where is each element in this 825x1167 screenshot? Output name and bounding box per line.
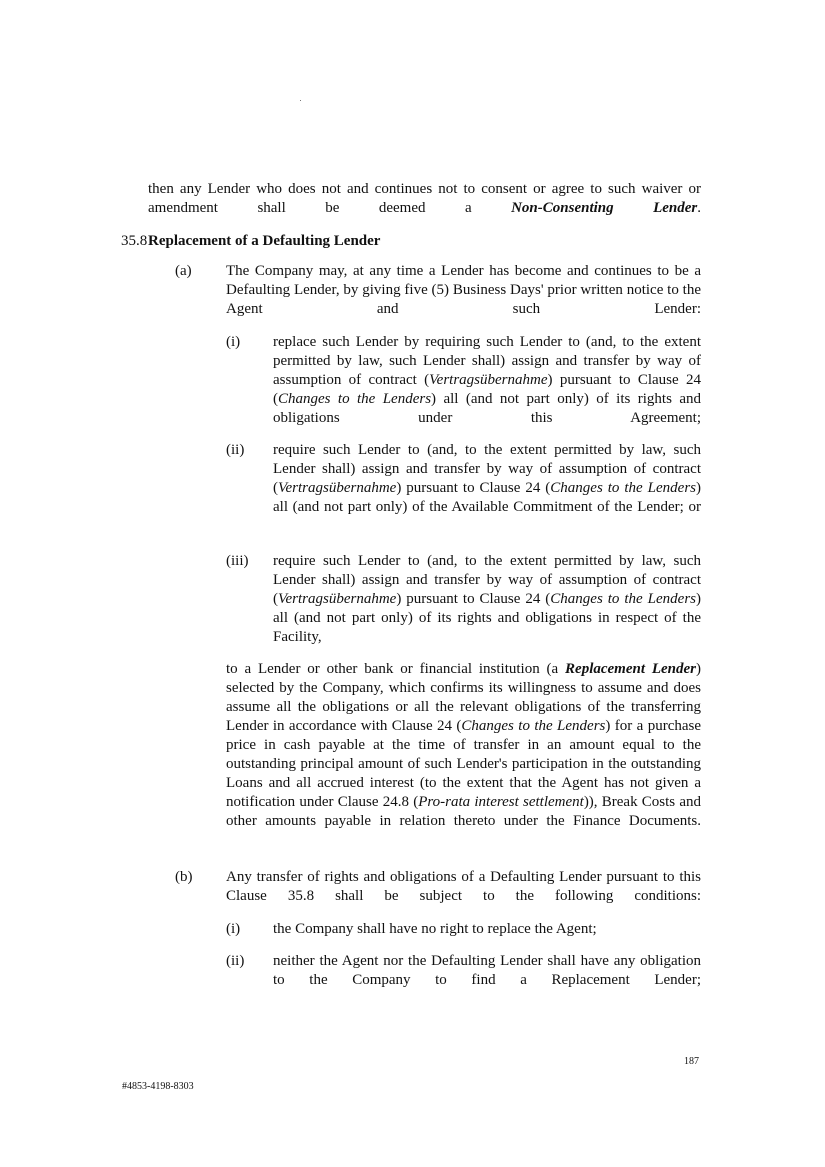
- a-iii-label: (iii): [226, 553, 249, 569]
- b-ii-text: neither the Agent nor the Defaulting Lender shall have any obligation to the Company to find a Replacement Lender;: [273, 953, 701, 988]
- para-b-label: (b): [175, 869, 193, 885]
- tail-text-3: ) for a purchase price in cash payable at the time of transfer in an amount equal to the outstanding principal amount of such Lender's participation in the outstanding Loans and all accrued interest (to the extent that the Agent has not given a notification under Clause 24.8 (: [226, 718, 701, 810]
- intro-text-end: .: [697, 200, 701, 216]
- replacement-lender-paragraph: [226, 660, 701, 850]
- para-a-text: The Company may, at any time a Lender has become and continues to be a Defaulting Lender, by giving five (5) Business Days' prior written notice to the Agent and such Lender:: [226, 263, 701, 317]
- a-iii-text: [273, 552, 701, 666]
- document-id: #4853-4198-8303: [122, 1081, 194, 1092]
- para-a-label: (a): [175, 263, 192, 279]
- a-ii-label: (ii): [226, 442, 245, 458]
- clause-heading: Replacement of a Defaulting Lender: [148, 233, 381, 249]
- a-i-text-2: ) pursuant to Clause 24 (: [273, 372, 701, 407]
- tail-italic-2: Pro-rata interest settlement: [418, 794, 584, 810]
- intro-text: then any Lender who does not and continues not to consent or agree to such waiver or amendment shall be deemed a: [148, 181, 701, 216]
- intro-paragraph: [148, 180, 701, 237]
- a-ii-text-3: ) all (and not part only) of the Available Commitment of the Lender; or: [273, 480, 702, 515]
- a-i-text-3: ) all (and not part only) of its rights and obligations under this Agreement;: [273, 391, 701, 426]
- a-ii-italic-2: Changes to the Lenders: [550, 480, 697, 496]
- a-i-text: [273, 333, 701, 447]
- a-i-italic-1: Vertragsübernahme: [429, 372, 548, 388]
- tail-italic-1: Changes to the Lenders: [461, 718, 606, 734]
- a-iii-italic-2: Changes to the Lenders: [550, 591, 697, 607]
- tail-text-1: to a Lender or other bank or financial institution (a: [226, 661, 566, 677]
- tail-text-4: )), Break Costs and other amounts payable in relation thereto under the Finance Documents.: [226, 794, 701, 829]
- a-ii-text-2: ) pursuant to Clause 24 (: [396, 480, 551, 496]
- para-b-text: Any transfer of rights and obligations of a Defaulting Lender pursuant to this Clause 35.8 shall be subject to the following conditions:: [226, 869, 701, 904]
- a-i-italic-2: Changes to the Lenders: [278, 391, 432, 407]
- page-number: 187: [684, 1056, 699, 1067]
- a-i-label: (i): [226, 334, 241, 350]
- a-ii-text-1: require such Lender to (and, to the extent permitted by law, such Lender shall) assign and transfer by way of assumption of contract (: [273, 442, 701, 496]
- a-ii-text: [273, 441, 701, 536]
- defined-term-replacement-lender: Replacement Lender: [565, 661, 696, 677]
- a-iii-text-1: require such Lender to (and, to the extent permitted by law, such Lender shall) assign and transfer by way of assumption of contract (: [273, 553, 701, 607]
- clause-number: 35.8: [121, 233, 148, 249]
- b-i-label: (i): [226, 921, 241, 937]
- tail-text-2: ) selected by the Company, which confirms its willingness to assume and does assume all the obligations or all the relevant obligations of the transferring Lender in accordance with Clause 24 (: [226, 661, 701, 734]
- b-ii-label: (ii): [226, 953, 245, 969]
- b-i-text: the Company shall have no right to replace the Agent;: [273, 921, 597, 937]
- a-iii-text-3: ) all (and not part only) of its rights and obligations in respect of the Facility,: [273, 591, 702, 645]
- defined-term-non-consenting-lender: Non-Consenting Lender: [511, 200, 698, 216]
- a-i-text-1: replace such Lender by requiring such Lender to (and, to the extent permitted by law, such Lender shall) assign and transfer by way of assumption of contract (: [273, 334, 701, 388]
- a-ii-italic-1: Vertragsübernahme: [278, 480, 397, 496]
- a-iii-text-2: ) pursuant to Clause 24 (: [396, 591, 551, 607]
- scan-speck: [300, 100, 301, 101]
- a-iii-italic-1: Vertragsübernahme: [278, 591, 397, 607]
